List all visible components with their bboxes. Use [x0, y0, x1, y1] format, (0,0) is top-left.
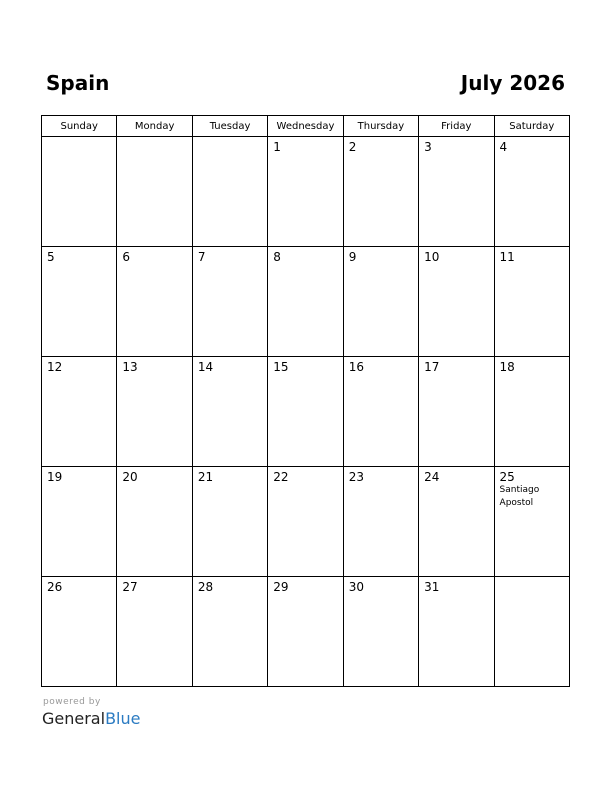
day-cell — [192, 137, 267, 247]
day-cell — [42, 137, 117, 247]
weekday-header: Thursday — [343, 116, 418, 137]
weekday-header-row — [42, 116, 570, 137]
day-cell — [117, 357, 192, 467]
logo-general-text: General — [42, 709, 106, 728]
day-number: 6 — [122, 250, 131, 264]
day-cell — [494, 137, 569, 247]
day-number: 22 — [273, 470, 289, 484]
day-number: 24 — [424, 470, 440, 484]
day-number: 27 — [122, 580, 138, 594]
week-row — [42, 247, 570, 357]
day-number: 7 — [197, 250, 206, 264]
day-cell — [494, 357, 569, 467]
day-number: 12 — [47, 360, 63, 374]
weekday-header: Sunday — [42, 116, 117, 137]
day-number: 30 — [348, 580, 364, 594]
day-number: 8 — [273, 250, 281, 264]
day-cell — [117, 577, 192, 687]
day-cell — [42, 467, 117, 577]
day-number: 16 — [348, 360, 364, 374]
day-number: 13 — [122, 360, 138, 374]
day-number: 9 — [348, 250, 357, 264]
weekday-header: Saturday — [494, 116, 569, 137]
day-cell — [117, 467, 192, 577]
day-number: 28 — [197, 580, 214, 594]
day-number: 25 — [499, 470, 515, 484]
calendar-grid — [41, 115, 570, 687]
day-cell — [343, 577, 418, 687]
day-cell — [419, 577, 494, 687]
day-number: 29 — [273, 580, 289, 594]
day-number: 5 — [47, 250, 55, 264]
holiday-label: Santiago Apostol — [499, 485, 540, 508]
day-cell — [419, 467, 494, 577]
day-cell — [268, 467, 343, 577]
day-cell — [117, 247, 192, 357]
day-cell — [343, 357, 418, 467]
day-number: 21 — [197, 470, 214, 484]
day-cell — [343, 467, 418, 577]
day-number: 20 — [122, 470, 138, 484]
day-number: 1 — [273, 140, 281, 154]
day-number: 31 — [424, 580, 440, 594]
day-cell — [494, 247, 569, 357]
day-number: 2 — [348, 140, 357, 154]
day-number: 14 — [197, 360, 214, 374]
logo-blue-text: Blue — [105, 709, 141, 728]
day-cell — [192, 577, 267, 687]
day-cell — [268, 577, 343, 687]
day-number: 4 — [499, 140, 508, 154]
day-cell — [268, 137, 343, 247]
day-cell — [419, 357, 494, 467]
week-row — [42, 467, 570, 577]
day-cell — [494, 577, 569, 687]
day-cell — [192, 467, 267, 577]
day-number: 3 — [424, 140, 432, 154]
day-number: 17 — [424, 360, 440, 374]
day-number: 26 — [47, 580, 63, 594]
day-cell — [268, 247, 343, 357]
day-number — [193, 137, 267, 140]
week-row — [42, 577, 570, 687]
day-number: 18 — [499, 360, 515, 374]
month-title: July 2026 — [460, 71, 565, 95]
day-cell — [343, 137, 418, 247]
day-cell — [494, 467, 569, 577]
day-number: 15 — [273, 360, 289, 374]
day-number: 10 — [424, 250, 440, 264]
weekday-header: Friday — [419, 116, 494, 137]
generalblue-logo[interactable] — [42, 709, 140, 729]
weekday-header: Monday — [117, 116, 192, 137]
day-number — [117, 137, 191, 140]
day-cell — [268, 357, 343, 467]
day-cell — [192, 247, 267, 357]
week-row — [42, 357, 570, 467]
day-cell — [42, 577, 117, 687]
country-title: Spain — [46, 71, 110, 95]
day-cell — [42, 247, 117, 357]
day-cell — [419, 137, 494, 247]
day-number: 19 — [47, 470, 63, 484]
day-number: 23 — [348, 470, 364, 484]
day-cell — [419, 247, 494, 357]
weekday-header: Wednesday — [268, 116, 343, 137]
day-number: 11 — [499, 250, 515, 264]
powered-by-text: powered by — [43, 697, 101, 707]
day-number — [42, 137, 116, 140]
day-cell — [117, 137, 192, 247]
day-number — [495, 577, 569, 580]
day-cell — [192, 357, 267, 467]
week-row — [42, 137, 570, 247]
day-cell — [343, 247, 418, 357]
weekday-header: Tuesday — [192, 116, 267, 137]
day-cell — [42, 357, 117, 467]
